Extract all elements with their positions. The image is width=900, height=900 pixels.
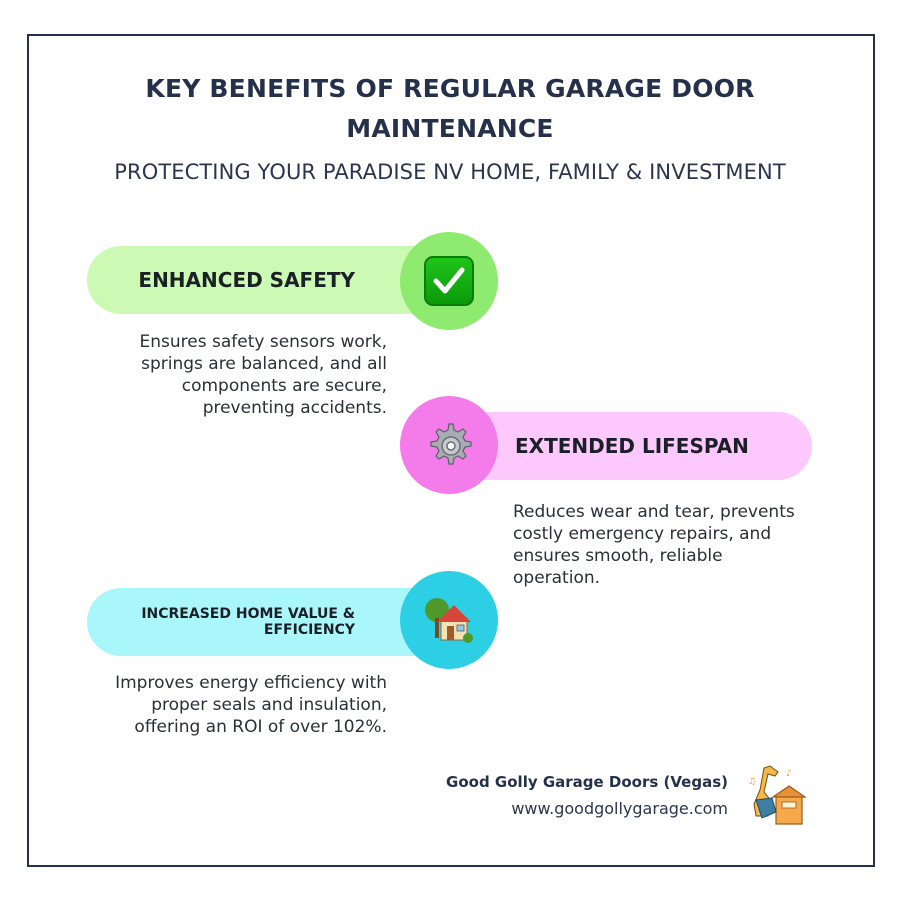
page-subtitle: PROTECTING YOUR PARADISE NV HOME, FAMILY & INVESTMENT	[114, 160, 786, 184]
benefit-safety-icon-circle	[400, 232, 498, 330]
giraffe-mascot-logo-icon	[742, 762, 808, 828]
benefit-home-value-title: INCREASED HOME VALUE & EFFICIENCY	[141, 606, 355, 638]
benefit-lifespan-title: EXTENDED LIFESPAN	[515, 434, 749, 458]
footer-brand-name: Good Golly Garage Doors (Vegas)	[446, 773, 728, 791]
benefit-home-value-description: Improves energy efficiency with proper seals and insulation, offering an ROI of over 102%.	[115, 673, 387, 737]
gear-icon	[423, 419, 475, 471]
footer-website-link[interactable]: www.goodgollygarage.com	[511, 799, 728, 818]
benefit-safety-description: Ensures safety sensors work, springs are balanced, and all components are secure, preventing accidents.	[139, 332, 387, 418]
page-title-line-1: KEY BENEFITS OF REGULAR GARAGE DOOR	[145, 74, 755, 103]
svg-text:♪: ♪	[786, 769, 792, 779]
benefit-safety-title: ENHANCED SAFETY	[138, 268, 355, 292]
benefit-lifespan-description: Reduces wear and tear, prevents costly emergency repairs, and ensures smooth, reliable operation.	[513, 502, 795, 588]
benefit-lifespan-icon-circle	[400, 396, 498, 494]
check-mark-button-icon	[424, 256, 474, 306]
svg-text:♫: ♫	[748, 777, 757, 787]
page-title-line-2: MAINTENANCE	[346, 114, 554, 143]
benefit-home-value-icon-circle	[400, 571, 498, 669]
house-with-garden-icon	[421, 592, 477, 648]
